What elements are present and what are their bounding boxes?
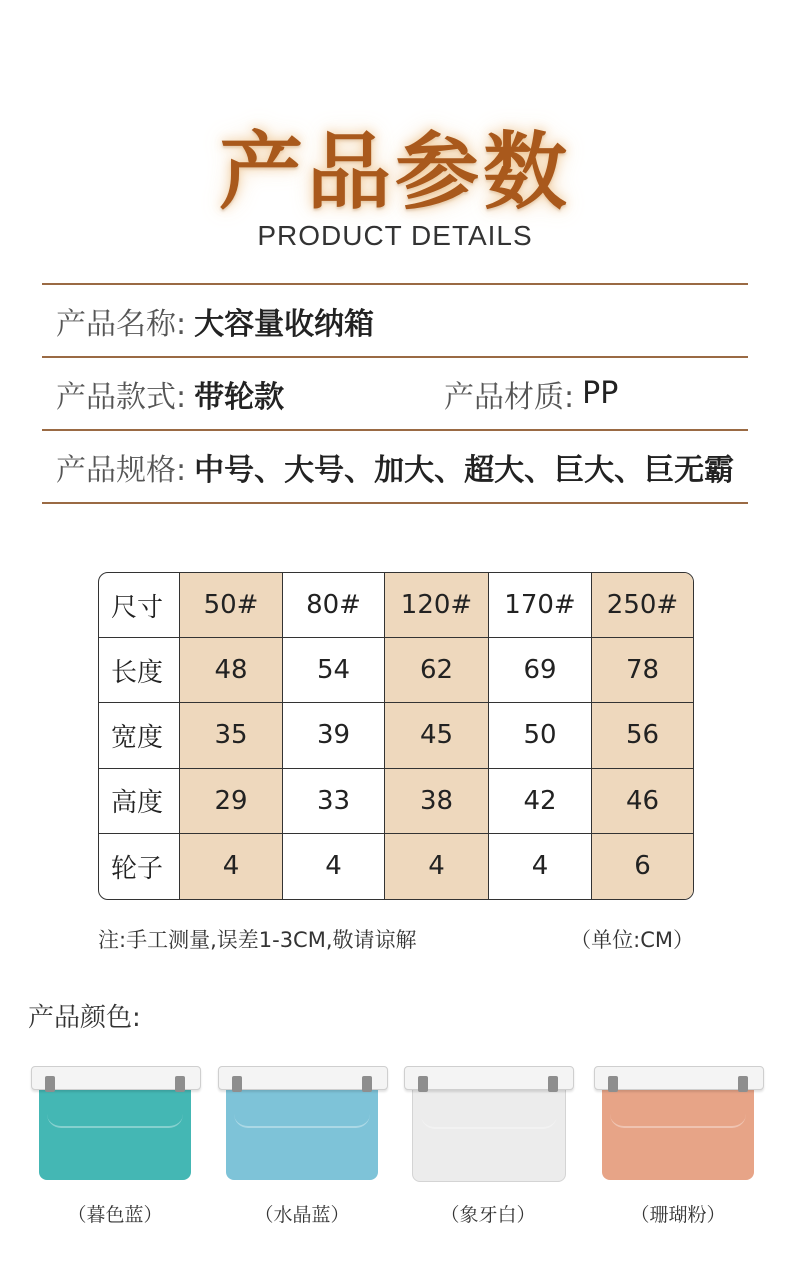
table-cell: 33 (283, 769, 385, 834)
color-box-3[interactable] (404, 1062, 572, 1182)
table-cell: 78 (592, 638, 693, 703)
size-table (98, 572, 694, 900)
spec-name-value: 大容量收纳箱 (194, 306, 375, 342)
table-cell: 62 (385, 638, 489, 703)
spec-style-value: 带轮款 (194, 379, 285, 415)
box-body (39, 1084, 191, 1180)
colors-label: 产品颜色: (28, 1003, 141, 1033)
spec-row-name (42, 283, 748, 356)
table-cell: 54 (283, 638, 385, 703)
latch-icon (362, 1076, 372, 1092)
table-cell: 56 (592, 703, 693, 768)
table-row-header: 轮子 (99, 834, 180, 899)
latch-icon (45, 1076, 55, 1092)
table-cell: 45 (385, 703, 489, 768)
latch-icon (608, 1076, 618, 1092)
table-cell: 29 (180, 769, 283, 834)
page-title: 产品参数 (218, 123, 571, 221)
spec-block (42, 283, 748, 504)
spec-row-size (42, 429, 748, 504)
spec-style-label: 产品款式: (56, 379, 187, 415)
spec-material-label: 产品材质: (444, 379, 575, 415)
table-cell: 50# (180, 573, 283, 638)
color-name-3: （象牙白） (440, 1204, 536, 1226)
table-cell: 4 (385, 834, 489, 899)
table-cell: 80# (283, 573, 385, 638)
spec-row-style (42, 356, 748, 429)
spec-size-value: 中号、大号、加大、超大、巨大、巨无霸 (194, 452, 735, 488)
table-cell: 6 (592, 834, 693, 899)
table-cell: 69 (489, 638, 592, 703)
spec-name-label: 产品名称: (56, 306, 187, 342)
table-cell: 4 (180, 834, 283, 899)
spec-material-value: PP (582, 376, 619, 411)
table-cell: 250# (592, 573, 693, 638)
color-box-2[interactable] (218, 1062, 386, 1182)
color-box-4[interactable] (594, 1062, 762, 1182)
table-cell: 35 (180, 703, 283, 768)
table-row-header: 宽度 (99, 703, 180, 768)
table-cell: 170# (489, 573, 592, 638)
color-name-4: （珊瑚粉） (630, 1204, 726, 1226)
spec-size-label: 产品规格: (56, 452, 187, 488)
latch-icon (548, 1076, 558, 1092)
latch-icon (738, 1076, 748, 1092)
measure-note: 注:手工测量,误差1-3CM,敬请谅解 (98, 928, 417, 952)
table-cell: 48 (180, 638, 283, 703)
table-row-header: 高度 (99, 769, 180, 834)
box-body (602, 1084, 754, 1180)
box-body (412, 1084, 566, 1182)
table-row-header: 尺寸 (99, 573, 180, 638)
table-cell: 39 (283, 703, 385, 768)
table-cell: 4 (489, 834, 592, 899)
table-cell: 120# (385, 573, 489, 638)
latch-icon (232, 1076, 242, 1092)
table-cell: 4 (283, 834, 385, 899)
table-cell: 38 (385, 769, 489, 834)
color-name-2: （水晶蓝） (254, 1204, 350, 1226)
table-cell: 46 (592, 769, 693, 834)
unit-note: （单位:CM） (570, 928, 694, 952)
table-cell: 42 (489, 769, 592, 834)
box-body (226, 1084, 378, 1180)
spec-material (430, 372, 618, 416)
table-row-header: 长度 (99, 638, 180, 703)
table-cell: 50 (489, 703, 592, 768)
color-box-1[interactable] (31, 1062, 199, 1182)
latch-icon (175, 1076, 185, 1092)
color-name-1: （暮色蓝） (67, 1204, 163, 1226)
page-subtitle: PRODUCT DETAILS (257, 220, 533, 251)
latch-icon (418, 1076, 428, 1092)
